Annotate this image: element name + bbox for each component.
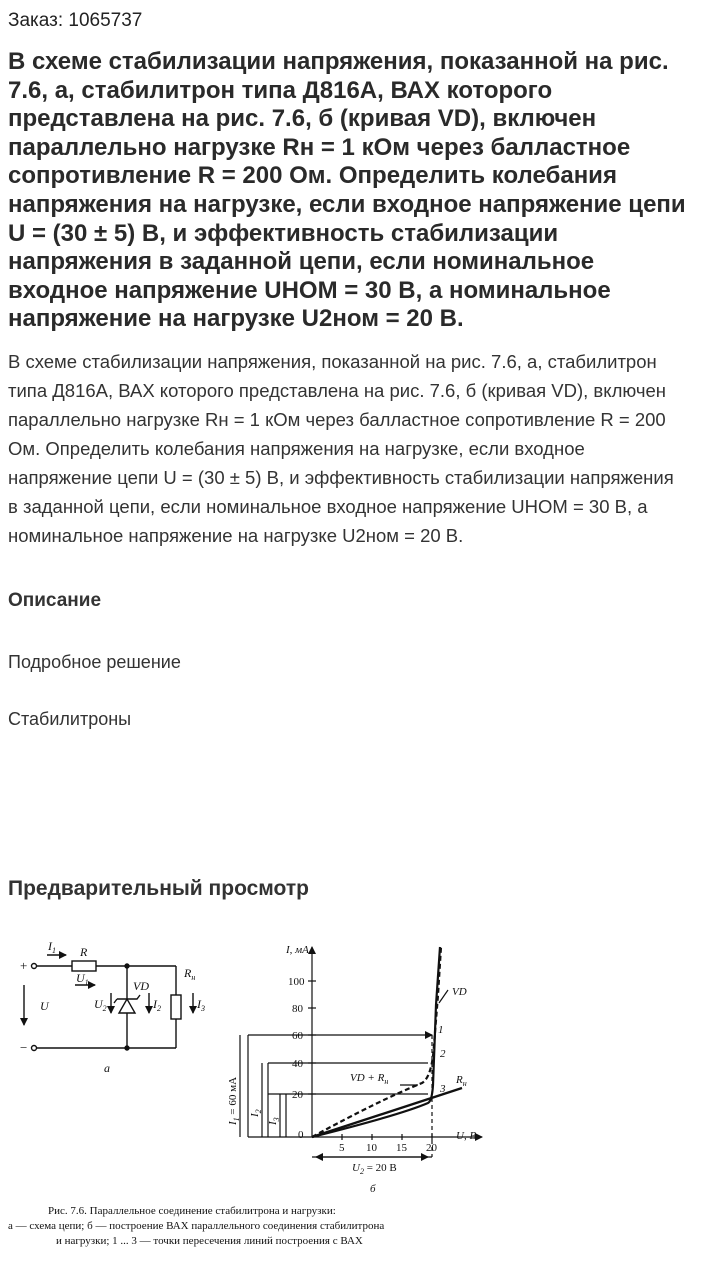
curve-rn <box>312 1088 462 1137</box>
xtick-15: 15 <box>396 1142 407 1154</box>
curve-sum-label: VD + $R_н$ <box>350 1072 389 1086</box>
figure-caption-line-2: а — схема цепи; б — построение ВАХ параллельного соединения стабилитрона <box>8 1220 385 1232</box>
ballast-resistor <box>72 961 96 971</box>
plus-terminal-label: + <box>20 958 28 973</box>
ytick-60: 60 <box>292 1030 303 1042</box>
curve-rn-label: $R_н$ <box>456 1074 467 1088</box>
caption-a: а <box>104 1061 110 1075</box>
ytick-20: 20 <box>292 1089 303 1101</box>
i3-dimension-label: $I_3$ <box>267 1117 281 1125</box>
ytick-0: 0 <box>298 1129 304 1141</box>
topic-link[interactable]: Стабилитроны <box>8 709 132 729</box>
label-vd: VD <box>133 979 149 993</box>
preview-figure <box>0 925 701 1263</box>
label-i3: $I_3$ <box>197 997 205 1013</box>
label-i1: $I_1$ <box>48 939 56 955</box>
ytick-80: 80 <box>292 1003 303 1015</box>
u2-dimension-label: $U_2 = 20$ В <box>352 1162 397 1176</box>
ytick-100: 100 <box>288 976 305 988</box>
preview-heading: Предварительный просмотр <box>8 877 309 900</box>
detailed-solution-link[interactable]: Подробное решение <box>8 652 181 672</box>
point-3-label: 3 <box>440 1083 446 1095</box>
description-heading: Описание <box>8 590 102 611</box>
task-text: В схеме стабилизации напряжения, показанной на рис. 7.6, а, стабилитрон типа Д816А, ВАХ которого представлена на рис. 7.6, б (кривая VD), включен параллельно нагрузке Rн = 1 кОм через балластное сопротивление R = 200 Ом. Определить колебания напряжения на нагрузке, если входное напряжение цепи U = (30 ± 5) В, и эффективность стабилизации напряжения в заданной цепи, если номинальное входное напряжение UНОМ = 30 В, а номинальное напряжение на нагрузке U2ном = 20 В. <box>8 351 674 546</box>
curve-vd <box>312 947 440 1137</box>
order-number: Заказ: 1065737 <box>8 10 143 31</box>
figure-caption-line-3: и нагрузки; 1 ... 3 — точки пересечения линий построения с ВАХ <box>56 1235 363 1247</box>
i2-dimension-label: $I_2$ <box>249 1109 263 1117</box>
label-u2: $U_2$ <box>94 997 107 1013</box>
ytick-40: 40 <box>292 1058 303 1070</box>
input-terminal-top <box>32 964 37 969</box>
label-u: U <box>40 999 49 1013</box>
input-terminal-bottom <box>32 1046 37 1051</box>
xtick-20: 20 <box>426 1142 437 1154</box>
figure-caption-line-1: Рис. 7.6. Параллельное соединение стабилитрона и нагрузки: <box>48 1205 336 1217</box>
figure-svg <box>0 925 701 1263</box>
label-i2: $I_2$ <box>153 997 161 1013</box>
curve-vd-label: VD <box>452 986 467 998</box>
load-resistor <box>171 995 181 1019</box>
label-r: R <box>80 945 88 959</box>
xtick-5: 5 <box>339 1142 345 1154</box>
curve-vd-plus-rn <box>312 947 441 1137</box>
label-u1: $U_1$ <box>76 971 89 987</box>
point-1-label: 1 <box>438 1024 444 1036</box>
point-2-label: 2 <box>440 1048 446 1060</box>
x-axis-label: U, В <box>456 1130 477 1142</box>
y-axis-label: I, мА <box>286 944 309 956</box>
label-rn: $R_н$ <box>184 966 196 982</box>
minus-terminal-label: − <box>20 1040 28 1055</box>
task-title: В схеме стабилизации напряжения, показанной на рис. 7.6, а, стабилитрон типа Д816А, ВАХ которого представлена на рис. 7.6, б (кривая VD), включен параллельно нагрузке Rн = 1 кОм через балластное сопротивление R = 200 Ом. Определить колебания напряжения на нагрузке, если входное напряжение цепи U = (30 ± 5) В, и эффективность стабилизации напряжения в заданной цепи, если номинальное входное напряжение UНОМ = 30 В, а номинальное напряжение на нагрузке U2ном = 20 В. <box>8 48 686 333</box>
i1-dimension-label: $I_1 = 60$ мА <box>227 1076 241 1125</box>
xtick-10: 10 <box>366 1142 377 1154</box>
caption-b: б <box>370 1183 376 1195</box>
zener-diode-symbol <box>119 999 135 1013</box>
